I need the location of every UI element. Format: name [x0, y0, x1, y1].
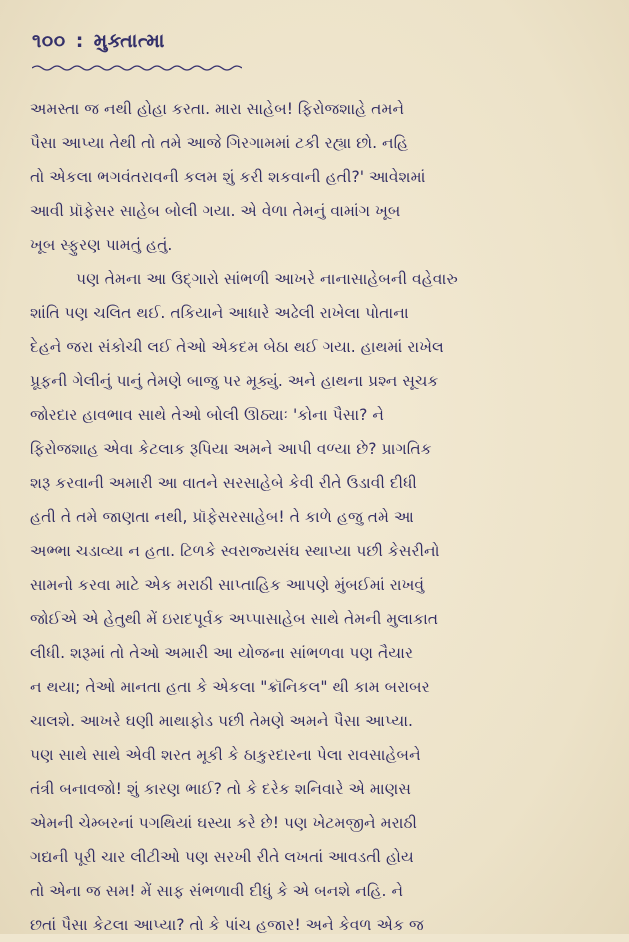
- text-line: ખૂબ સ્ફુરણ પામતું હતું.: [30, 236, 173, 254]
- text-line: દેહને જરા સંકોચી લઈ તેઓ એકદમ બેઠા થઈ ગયા. હાથમાં રાખેલ: [30, 338, 444, 356]
- text-line: પૈસા આપ્યા તેથી તો તમે આજે ગિરગામમાં ટકી રહ્યા છો. નહિ: [30, 134, 409, 152]
- text-line: પ્રૂફની ગેલીનું પાનું તેમણે બાજુ પર મૂક્યું. અને હાથના પ્રશ્ન સૂચક: [30, 372, 439, 390]
- text-line: હતી તે તમે જાણતા નથી, પ્રૉફેસરસાહેબ! તે કાળે હજુ તમે આ: [30, 508, 414, 526]
- text-line: તો એકલા ભગવંતરાવની કલમ શું કરી શકવાની હતી?' આવેશમાં: [30, 168, 426, 186]
- text-line: પણ સાથે સાથે એવી શરત મૂકી કે ઠાકુરદારના પેલા રાવસાહેબને: [30, 746, 421, 764]
- text-line: અભ્ભા ચડાવ્યા ન હતા. ટિળકે સ્વરાજ્યસંઘ સ્થાપ્યા પછી કેસરીનો: [30, 542, 440, 560]
- paragraph-first-line: અમસ્તા જ નથી હોહા કરતા. મારા સાહેબ! ફિરોજશાહે તમને: [30, 100, 405, 118]
- text-line: ચાલશે. આખરે ઘણી માથાફોડ પછી તેમણે અમને પૈસા આપ્યા.: [30, 712, 413, 730]
- text-line: શરૂ કરવાની અમારી આ વાતને સરસાહેબે કેવી રીતે ઉડાવી દીધી: [30, 474, 417, 492]
- body-text: [30, 92, 602, 942]
- text-line: તંત્રી બનાવજો! શું કારણ ભાઈ? તો કે દરેક શનિવારે એ માણસ: [30, 780, 411, 798]
- running-head-separator: :: [75, 30, 84, 52]
- text-line: શાંતિ પણ ચલિત થઈ. તકિયાને આધારે અઢેલી રાખેલા પોતાના: [30, 304, 409, 322]
- wavy-rule-ornament: [32, 64, 242, 72]
- text-line: તો એના જ સમ! મેં સાફ સંભળાવી દીધું કે એ બનશે નહિ. ને: [30, 882, 404, 900]
- book-title: મુક્તાત્મા: [93, 30, 165, 52]
- text-line: એમની ચેમ્બરનાં પગથિયાં ઘસ્યા કરે છે! પણ ખેટમજીને મરાઠી: [30, 814, 418, 832]
- paragraph-first-line: પણ તેમના આ ઉદ્ગારો સાંભળી આખરે નાનાસાહેબની વહેવારુ: [76, 270, 458, 288]
- text-line: લીધી. શરૂમાં તો તેઓ અમારી આ યોજના સાંભળવા પણ તૈયાર: [30, 644, 414, 662]
- text-line: જોરદાર હાવભાવ સાથે તેઓ બોલી ઊઠ્યાઃ 'કોના પૈસા? ને: [30, 406, 385, 424]
- text-line: ગદ્યની પૂરી ચાર લીટીઓ પણ સરખી રીતે લખતાં આવડતી હોય: [30, 848, 414, 866]
- text-line: છતાં પૈસા કેટલા આપ્યા? તો કે પાંચ હજાર! અને કેવળ એક જ: [30, 916, 424, 934]
- text-line: ન થયા; તેઓ માનતા હતા કે એકલા "ક્રૉનિકલ" થી કામ બરાબર: [30, 678, 430, 696]
- text-line: આવી પ્રૉફેસર સાહેબ બોલી ગયા. એ વેળા તેમનું વામાંગ ખૂબ: [30, 202, 401, 220]
- text-line: સામનો કરવા માટે એક મરાઠી સાપ્તાહિક આપણે મુંબઈમાં રાખવું: [30, 576, 425, 594]
- page-number: ૧૦૦: [32, 30, 66, 52]
- text-line: ફિરોજશાહ એવા કેટલાક રૂપિયા અમને આપી વળ્યા છે? પ્રાગતિક: [30, 440, 432, 458]
- text-line: જોઈએ એ હેતુથી મેં ઇરાદપૂર્વક અપ્પાસાહેબ સાથે તેમની મુલાકાત: [30, 610, 439, 628]
- running-head: [32, 30, 165, 52]
